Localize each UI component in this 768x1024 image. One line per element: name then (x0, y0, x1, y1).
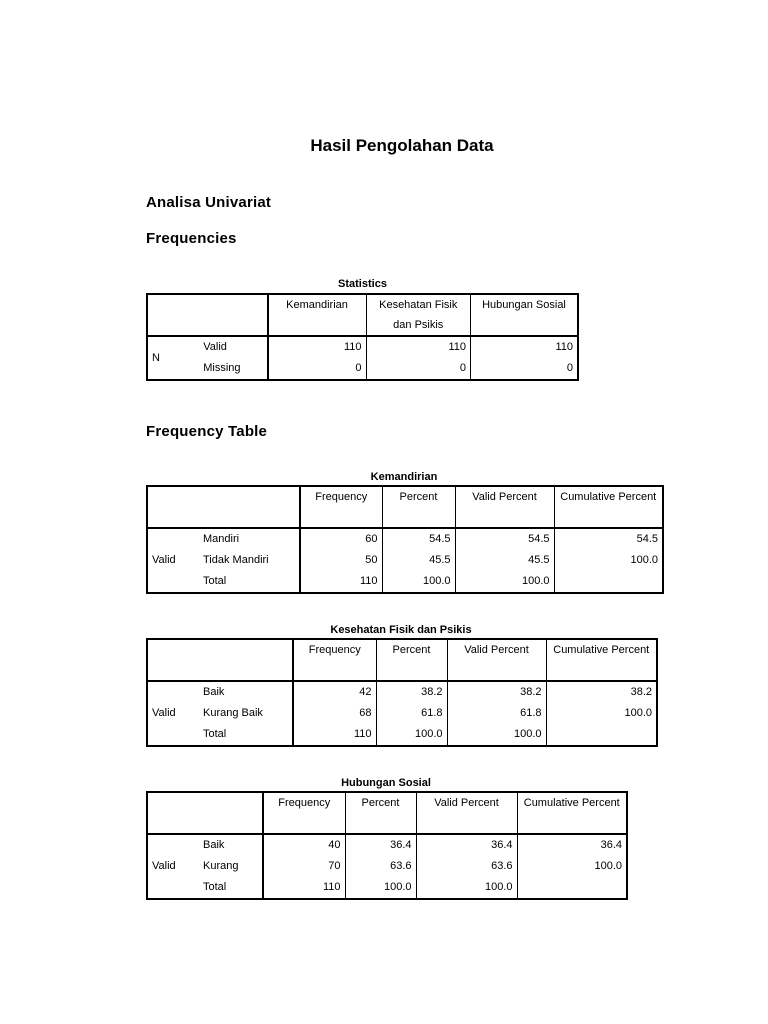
table-cell: 110 (268, 336, 366, 358)
column-header: Cumulative Percent (546, 639, 657, 681)
section-heading-frequencies: Frequencies (146, 230, 237, 247)
table-cell: 36.4 (345, 834, 416, 856)
table-cell: 100.0 (376, 724, 447, 746)
table-cell: 100.0 (624, 707, 652, 719)
row-group-label: Valid (152, 860, 176, 872)
table-cell (517, 877, 627, 899)
table-cell: 70 (263, 856, 345, 877)
hubungan-sosial-caption: Hubungan Sosial (341, 777, 431, 789)
table-cell: 42 (293, 681, 376, 703)
section-heading-analisa-univariat: Analisa Univariat (146, 194, 272, 211)
table-cell: 54.5 (455, 528, 554, 550)
table-cell: 110 (366, 336, 470, 358)
column-header: Hubungan Sosial (470, 294, 578, 336)
table-cell: 100.0 (630, 554, 658, 566)
table-cell: 0 (566, 362, 573, 374)
table-cell: 68 (293, 703, 376, 724)
table-corner-cell (147, 486, 300, 528)
row-label: Missing (199, 358, 267, 380)
row-label: Kurang Baik (199, 703, 293, 724)
column-header: Percent (382, 486, 455, 528)
table-cell: 36.4 (416, 834, 517, 856)
table-cell: 54.5 (382, 528, 455, 550)
column-header: Kesehatan Fisik dan Psikis (366, 294, 470, 336)
table-cell: 45.5 (455, 550, 554, 571)
column-header: Cumulative Percent (554, 486, 663, 528)
column-header: Valid Percent (416, 792, 517, 834)
row-label: Baik (199, 834, 263, 856)
row-group-label: Valid (152, 554, 176, 566)
row-label: Total (199, 724, 293, 746)
table-cell: 60 (300, 528, 382, 550)
table-cell: 100.0 (455, 571, 554, 593)
table-cell: 54.5 (636, 533, 658, 545)
table-cell: 0 (268, 358, 366, 380)
row-label: Baik (199, 681, 293, 703)
row-label: Total (199, 877, 263, 899)
table-cell: 100.0 (345, 877, 416, 899)
kesehatan-caption: Kesehatan Fisik dan Psikis (330, 624, 472, 636)
column-header: Cumulative Percent (517, 792, 627, 834)
column-header: Frequency (263, 792, 345, 834)
table-cell: 110 (300, 571, 382, 593)
section-heading-frequency-table: Frequency Table (146, 423, 268, 440)
table-cell: 110 (293, 724, 376, 746)
table-corner-cell (147, 792, 263, 834)
row-label: Tidak Mandiri (199, 550, 300, 571)
table-cell: 100.0 (594, 860, 622, 872)
table-cell: 100.0 (382, 571, 455, 593)
table-cell: 50 (300, 550, 382, 571)
column-header: Percent (376, 639, 447, 681)
table-cell: 0 (366, 358, 470, 380)
column-header: Kemandirian (268, 294, 366, 336)
kemandirian-table (146, 485, 664, 594)
column-header: Valid Percent (455, 486, 554, 528)
table-cell: 38.2 (447, 681, 546, 703)
table-cell: 61.8 (447, 703, 546, 724)
row-label: Total (199, 571, 300, 593)
hubungan-sosial-table (146, 791, 628, 900)
statistics-table (146, 293, 579, 381)
table-cell (554, 571, 663, 593)
statistics-caption: Statistics (338, 278, 387, 290)
table-cell: 110 (263, 877, 345, 899)
column-header: Frequency (300, 486, 382, 528)
row-label: Valid (199, 336, 267, 358)
statistics-corner-cell (147, 294, 268, 336)
table-cell: 100.0 (447, 724, 546, 746)
column-header: Percent (345, 792, 416, 834)
row-group-label: N (152, 351, 160, 364)
kesehatan-table (146, 638, 658, 747)
table-cell: 45.5 (382, 550, 455, 571)
row-label: Kurang (199, 856, 263, 877)
table-cell: 36.4 (600, 839, 622, 851)
table-cell: 63.6 (345, 856, 416, 877)
table-cell: 110 (555, 341, 573, 353)
row-label: Mandiri (199, 528, 300, 550)
table-cell: 38.2 (376, 681, 447, 703)
row-group-label: Valid (152, 707, 176, 719)
table-cell: 100.0 (416, 877, 517, 899)
table-cell: 38.2 (630, 686, 652, 698)
kemandirian-caption: Kemandirian (370, 471, 438, 483)
page-title: Hasil Pengolahan Data (310, 136, 494, 155)
table-cell: 63.6 (416, 856, 517, 877)
table-cell (546, 724, 657, 746)
column-header: Frequency (293, 639, 376, 681)
column-header: Valid Percent (447, 639, 546, 681)
table-cell: 40 (263, 834, 345, 856)
table-cell: 61.8 (376, 703, 447, 724)
table-corner-cell (147, 639, 293, 681)
